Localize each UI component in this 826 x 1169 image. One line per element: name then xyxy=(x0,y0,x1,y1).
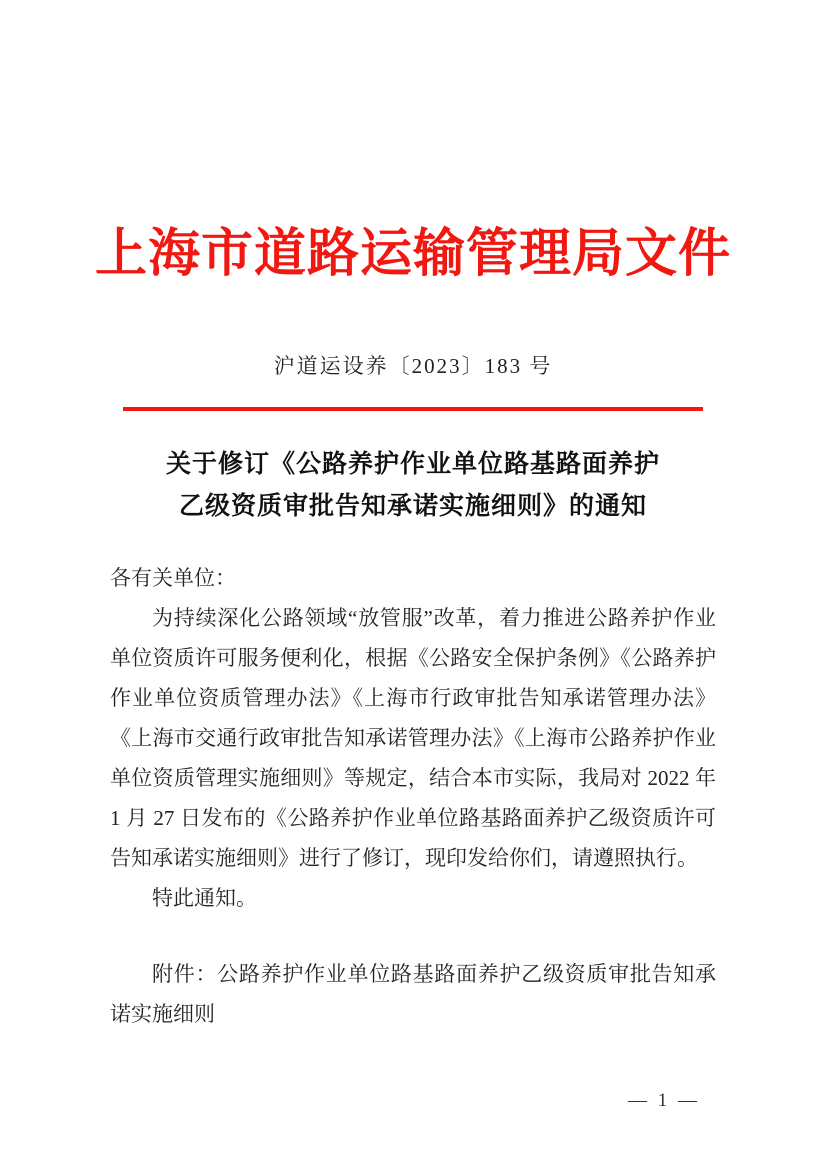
document-body xyxy=(110,558,716,1034)
notice-title-line1: 关于修订《公路养护作业单位路基路面养护 xyxy=(165,451,660,478)
agency-header-title: 上海市道路运输管理局文件 xyxy=(94,226,731,283)
salutation: 各有关单位： xyxy=(110,566,236,590)
closing-line: 特此通知。 xyxy=(152,886,257,910)
body-paragraph: 为持续深化公路领域“放管服”改革，着力推进公路养护作业单位资质许可服务便利化，根据《公路安全保护条例》《公路养护作业单位资质管理办法》《上海市行政审批告知承诺管理办法》《上海市交通行政审批告知承诺管理办法》《上海市公路养护作业单位资质管理实施细则》等规定，结合本市实际，我局对 2022 年 1 月 27 日发布的《公路养护作业单位路基路面养护乙级资质许可告知承诺实施细则》进行了修订，现印发给你们，请遵照执行。 xyxy=(110,606,716,870)
document-number: 沪道运设养〔2023〕183 号 xyxy=(273,354,553,378)
page-number: — 1 — xyxy=(628,1090,700,1111)
red-divider-line xyxy=(123,407,703,411)
notice-title xyxy=(110,444,716,528)
attachment-line: 附件：公路养护作业单位路基路面养护乙级资质审批告知承诺实施细则 xyxy=(110,962,716,1026)
notice-title-line2: 乙级资质审批告知承诺实施细则》的通知 xyxy=(178,493,647,520)
